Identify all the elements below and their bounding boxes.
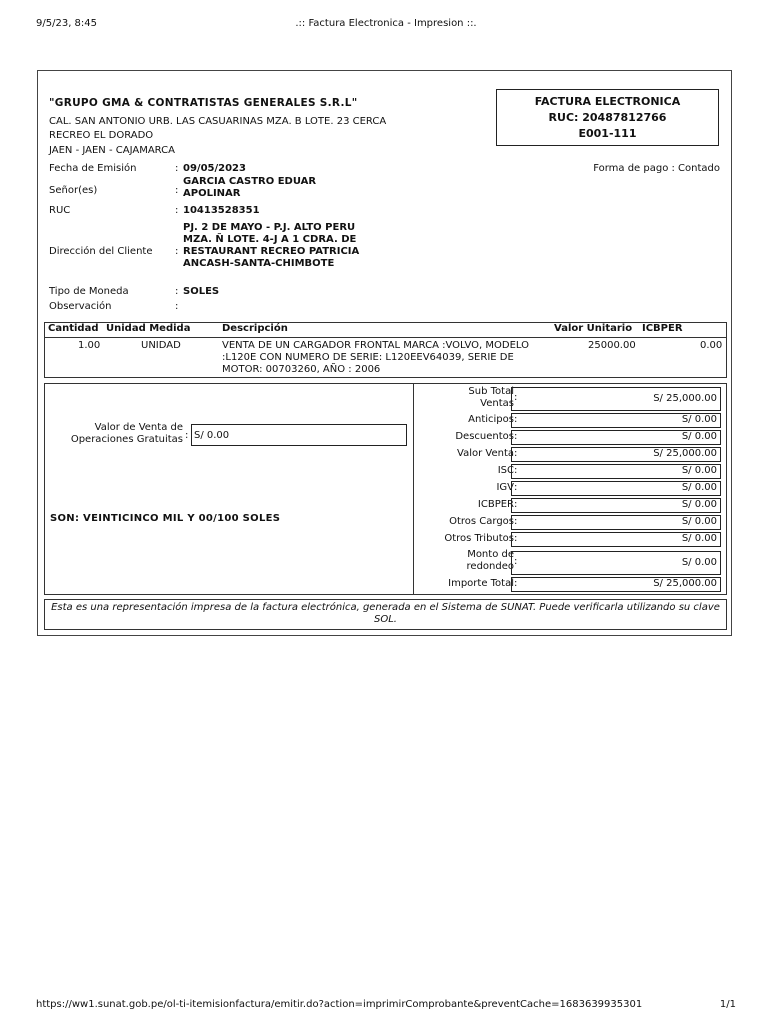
payment-method: Forma de pago : Contado xyxy=(593,163,720,174)
redondeo-value: S/ 0.00 xyxy=(511,551,721,575)
subtotal-value: S/ 25,000.00 xyxy=(511,387,721,411)
amount-in-words: SON: VEINTICINCO MIL Y 00/100 SOLES xyxy=(50,513,281,524)
ruc-value: 10413528351 xyxy=(183,205,260,216)
isc-label: ISC xyxy=(497,465,514,476)
header-valor-unitario: Valor Unitario xyxy=(554,323,633,334)
otros-cargos-label: Otros Cargos xyxy=(449,516,514,527)
print-header xyxy=(36,18,736,32)
redondeo-label: Monto de redondeo xyxy=(466,549,514,572)
otros-tributos-label: Otros Tributos xyxy=(444,533,514,544)
colon: : xyxy=(175,301,179,312)
moneda-label: Tipo de Moneda xyxy=(49,286,129,297)
document-type: FACTURA ELECTRONICA xyxy=(534,95,681,108)
colon: : xyxy=(514,516,518,527)
sunat-note: Esta es una representación impresa de la factura electrónica, generada en el Sistema de SUNAT. Puede verificarla utilizando su clave SOL. xyxy=(44,599,727,630)
header-cantidad: Cantidad xyxy=(48,323,99,334)
gratuitas-label: Valor de Venta de Operaciones Gratuitas xyxy=(70,422,183,445)
valor-venta-label: Valor Venta xyxy=(457,448,514,459)
descuentos-value: S/ 0.00 xyxy=(511,430,721,445)
colon: : xyxy=(175,185,179,196)
print-datetime: 9/5/23, 8:45 xyxy=(36,18,98,29)
anticipos-label: Anticipos xyxy=(468,414,514,425)
otros-tributos-value: S/ 0.00 xyxy=(511,532,721,547)
isc-value: S/ 0.00 xyxy=(511,464,721,479)
direccion-value: PJ. 2 DE MAYO - P.J. ALTO PERU MZA. Ñ LOTE. 4-J A 1 CDRA. DE RESTAURANT RECREO PATRICIA ANCASH-SANTA-CHIMBOTE xyxy=(183,222,360,269)
issuer-location: JAEN - JAEN - CAJAMARCA xyxy=(49,145,175,156)
igv-value: S/ 0.00 xyxy=(511,481,721,496)
issuer-name: "GRUPO GMA & CONTRATISTAS GENERALES S.R.L" xyxy=(49,97,358,109)
descuentos-label: Descuentos xyxy=(455,431,514,442)
page-count: 1/1 xyxy=(719,999,736,1010)
fecha-label: Fecha de Emisión xyxy=(49,163,137,174)
senor-value: GARCIA CASTRO EDUAR APOLINAR xyxy=(183,176,317,199)
print-page-title: .:: Factura Electronica - Impresion ::. xyxy=(295,18,477,29)
observacion-label: Observación xyxy=(49,301,112,312)
issuer-ruc: RUC: 20487812766 xyxy=(548,111,667,124)
colon: : xyxy=(514,448,518,459)
gratuitas-value: S/ 0.00 xyxy=(191,424,407,446)
row-cantidad: 1.00 xyxy=(78,340,101,351)
colon: : xyxy=(175,286,179,297)
print-url: https://ww1.sunat.gob.pe/ol-ti-itemisionfactura/emitir.do?action=imprimirComprobante&preventCache=1683639935301 xyxy=(36,999,643,1010)
colon: : xyxy=(514,482,518,493)
issuer-block xyxy=(49,97,469,158)
moneda-value: SOLES xyxy=(183,286,220,297)
fecha-value: 09/05/2023 xyxy=(183,163,246,174)
igv-label: IGV xyxy=(496,482,514,493)
header-descripcion: Descripción xyxy=(222,323,288,334)
totals-section xyxy=(44,383,727,595)
document-type-box xyxy=(496,89,719,146)
totals-table xyxy=(413,384,727,594)
colon: : xyxy=(514,533,518,544)
colon: : xyxy=(514,556,518,567)
valor-venta-value: S/ 25,000.00 xyxy=(511,447,721,462)
otros-cargos-value: S/ 0.00 xyxy=(511,515,721,530)
importe-total-value: S/ 25,000.00 xyxy=(511,577,721,592)
row-icbper: 0.00 xyxy=(700,340,723,351)
importe-total-label: Importe Total xyxy=(448,578,514,589)
direccion-label: Dirección del Cliente xyxy=(49,246,153,257)
colon: : xyxy=(175,163,179,174)
subtotal-label: Sub Total Ventas xyxy=(468,386,514,409)
colon: : xyxy=(175,205,179,216)
colon: : xyxy=(514,465,518,476)
row-descripcion: VENTA DE UN CARGADOR FRONTAL MARCA :VOLVO, MODELO :L120E CON NUMERO DE SERIE: L120EEV64039, SERIE DE MOTOR: 00703260, AÑO : 2006 xyxy=(222,340,529,375)
row-valor-unitario: 25000.00 xyxy=(588,340,636,351)
colon: : xyxy=(514,431,518,442)
icbper-value: S/ 0.00 xyxy=(511,498,721,513)
colon: : xyxy=(514,414,518,425)
invoice-document xyxy=(37,70,732,636)
colon: : xyxy=(514,392,518,403)
senor-label: Señor(es) xyxy=(49,185,98,196)
header-icbper: ICBPER xyxy=(642,323,683,334)
issuer-address-line1: CAL. SAN ANTONIO URB. LAS CASUARINAS MZA. B LOTE. 23 CERCA xyxy=(49,116,387,127)
colon: : xyxy=(175,246,179,257)
row-unidad: UNIDAD xyxy=(141,340,181,351)
colon: : xyxy=(514,499,518,510)
issuer-address-line2: RECREO EL DORADO xyxy=(49,130,154,141)
icbper-label: ICBPER xyxy=(477,499,514,510)
colon: : xyxy=(185,430,189,441)
items-table xyxy=(44,322,727,378)
ruc-label: RUC xyxy=(49,205,71,216)
anticipos-value: S/ 0.00 xyxy=(511,413,721,428)
header-unidad: Unidad Medida xyxy=(106,323,191,334)
document-number: E001-111 xyxy=(578,127,637,140)
items-header xyxy=(45,323,726,338)
colon: : xyxy=(514,578,518,589)
